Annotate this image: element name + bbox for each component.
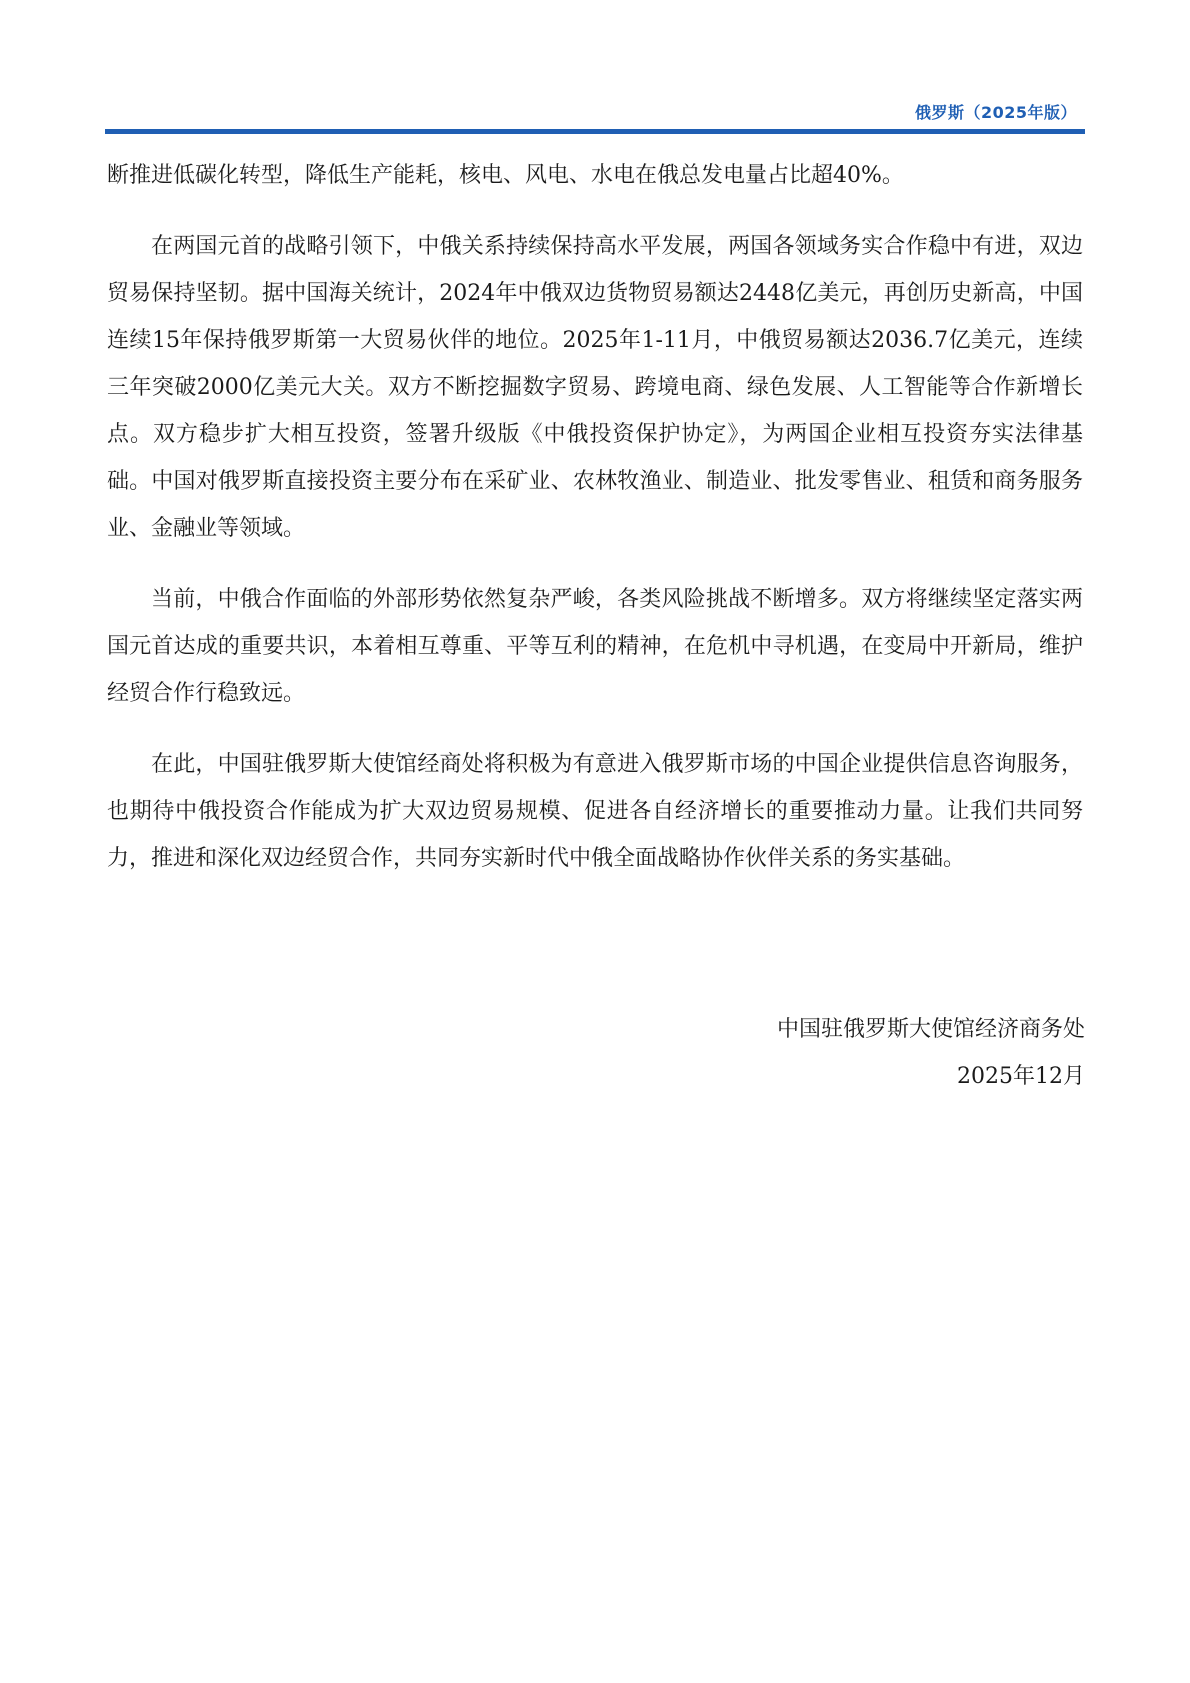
- page-header: [105, 92, 1085, 134]
- paragraph-trade-relations: 在两国元首的战略引领下，中俄关系持续保持高水平发展，两国各领域务实合作稳中有进，双边贸易保持坚韧。据中国海关统计，2024年中俄双边货物贸易额达2448亿美元，再创历史新高，中国连续15年保持俄罗斯第一大贸易伙伴的地位。2025年1-11月，中俄贸易额达2036.7亿美元，连续三年突破2000亿美元大关。双方不断挖掘数字贸易、跨境电商、绿色发展、人工智能等合作新增长点。双方稳步扩大相互投资，签署升级版《中俄投资保护协定》，为两国企业相互投资夯实法律基础。中国对俄罗斯直接投资主要分布在采矿业、农林牧渔业、制造业、批发零售业、租赁和商务服务业、金融业等领域。: [107, 234, 1083, 541]
- header-divider: [105, 129, 1085, 134]
- signature-organization: 中国驻俄罗斯大使馆经济商务处: [776, 1017, 1085, 1042]
- paragraph-outlook: 当前，中俄合作面临的外部形势依然复杂严峻，各类风险挑战不断增多。双方将继续坚定落实两国元首达成的重要共识，本着相互尊重、平等互利的精神，在危机中寻机遇，在变局中开新局，维护经贸合作行稳致远。: [107, 587, 1083, 706]
- document-body: [107, 152, 1083, 906]
- paragraph-continuation: 断推进低碳化转型，降低生产能耗，核电、风电、水电在俄总发电量占比超40%。: [107, 163, 904, 188]
- signature-block: [777, 1006, 1085, 1100]
- header-title: 俄罗斯（2025年版）: [914, 103, 1077, 122]
- paragraph-closing: 在此，中国驻俄罗斯大使馆经商处将积极为有意进入俄罗斯市场的中国企业提供信息咨询服务，也期待中俄投资合作能成为扩大双边贸易规模、促进各自经济增长的重要推动力量。让我们共同努力，推进和深化双边经贸合作，共同夯实新时代中俄全面战略协作伙伴关系的务实基础。: [107, 752, 1083, 871]
- signature-date: 2025年12月: [957, 1064, 1085, 1089]
